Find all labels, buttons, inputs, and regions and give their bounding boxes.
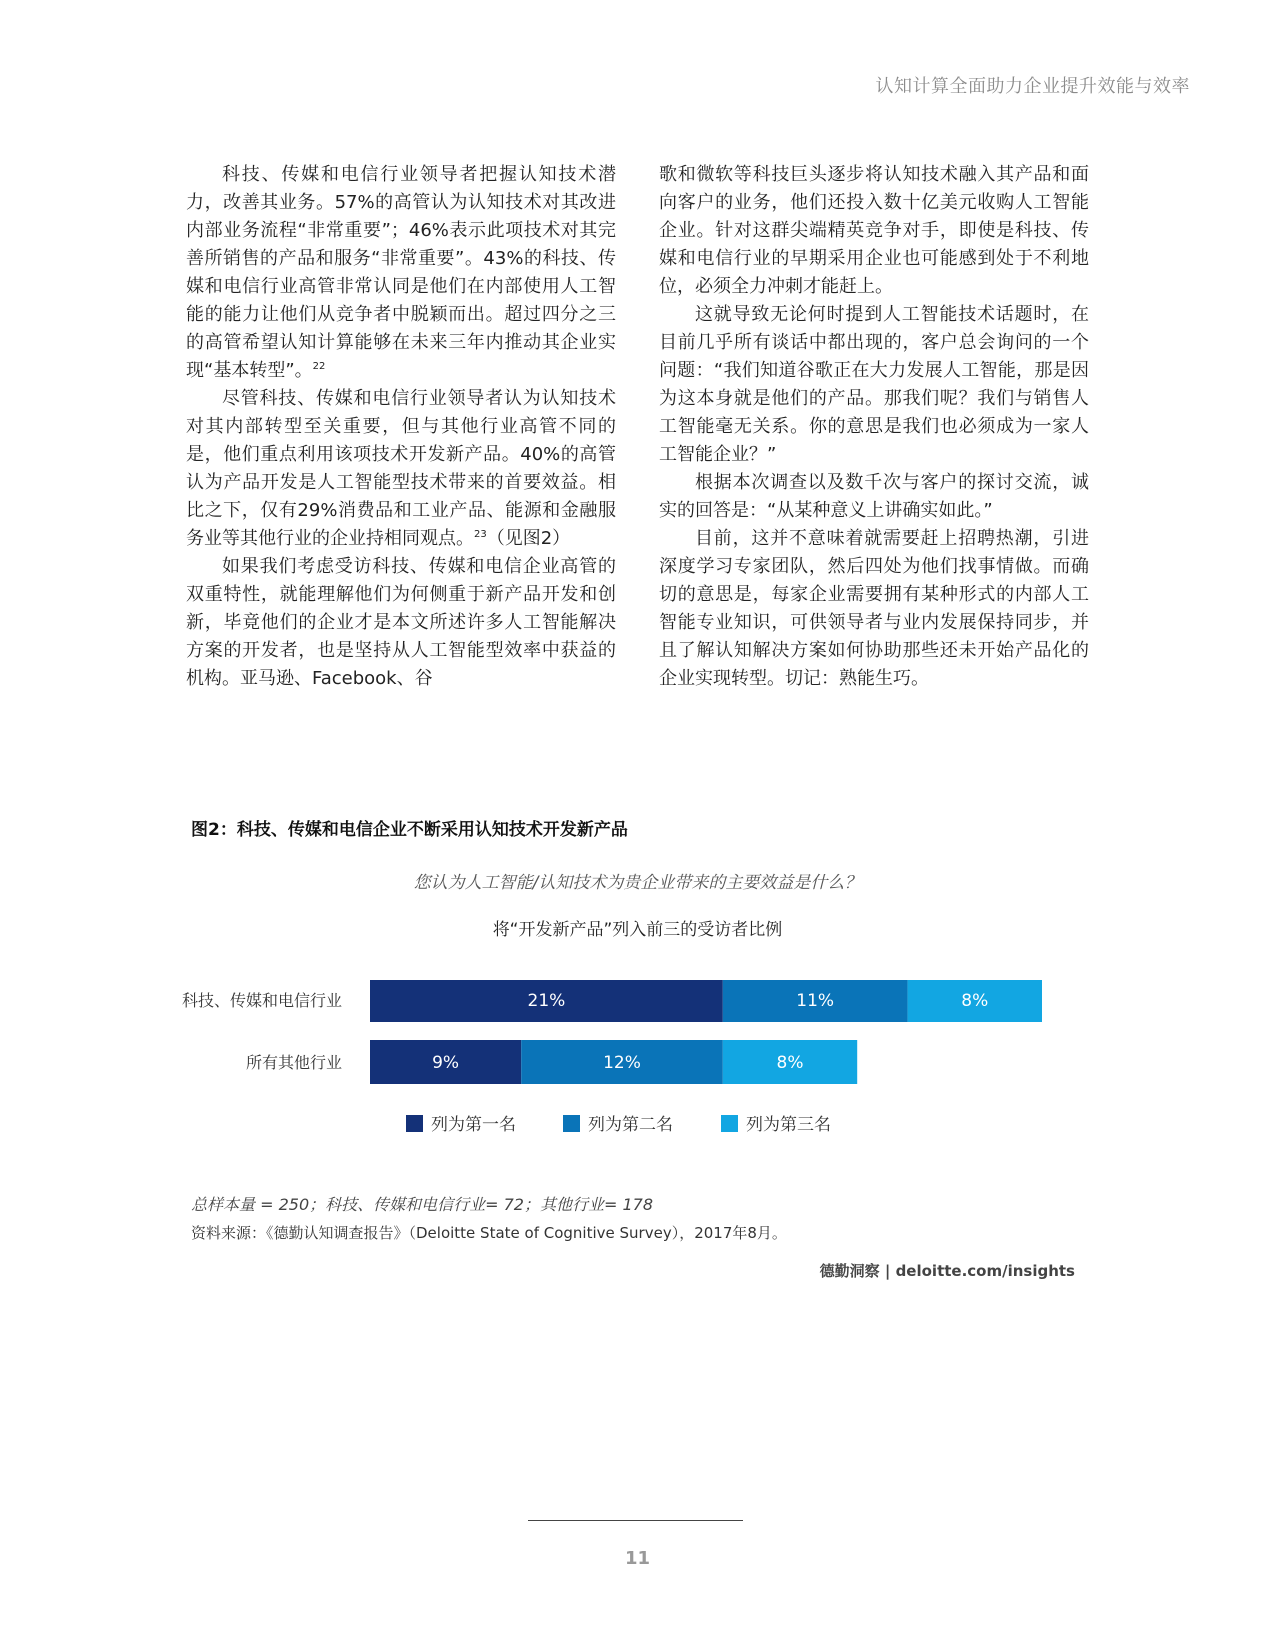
figure-subtitle: 将“开发新产品”列入前三的受访者比例 [492, 920, 783, 940]
body-column-right [659, 161, 1089, 693]
footnote-ref[interactable]: 23 [474, 529, 487, 540]
data-label: 12% [603, 1053, 641, 1073]
paragraph: 目前，这并不意味着就需要赶上招聘热潮，引进深度学习专家团队，然后四处为他们找事情做。而确切的意思是，每家企业需要拥有某种形式的内部人工智能专业知识，可供领导者与业内发展保持同步，并且了解认知解决方案如何协助那些还未开始产品化的企业实现转型。切记：熟能生巧。 [659, 528, 1089, 689]
paragraph: 歌和微软等科技巨头逐步将认知技术融入其产品和面向客户的业务，他们还投入数十亿美元收购人工智能企业。针对这群尖端精英竞争对手，即使是科技、传媒和电信行业的早期采用企业也可能感到处于不利地位，必须全力冲刺才能赶上。 [659, 164, 1089, 297]
data-label: 8% [776, 1053, 804, 1073]
legend-label: 列为第二名 [588, 1115, 673, 1135]
source-note: 资料来源：《德勤认知调查报告》（Deloitte State of Cognitive Survey），2017年8月。 [191, 1224, 787, 1242]
data-label: 11% [796, 991, 835, 1011]
data-label: 8% [961, 991, 989, 1011]
legend-swatch [563, 1115, 580, 1132]
paragraph: 尽管科技、传媒和电信行业领导者认为认知技术对其内部转型至关重要，但与其他行业高管不同的是，他们重点利用该项技术开发新产品。40%的高管认为产品开发是人工智能型技术带来的首要效益。相比之下，仅有29%消费品和工业产品、能源和金融服务业等其他行业的企业持相同观点。$^{23}$（见图2） [186, 388, 616, 549]
category-label: 科技、传媒和电信行业 [181, 991, 342, 1010]
legend-label: 列为第一名 [431, 1115, 516, 1135]
body-column-left [186, 161, 616, 693]
brand-link[interactable]: 德勤洞察 | deloitte.com/insights [819, 1262, 1075, 1280]
paragraph: 这就导致无论何时提到人工智能技术话题时，在目前几乎所有谈话中都出现的，客户总会询问的一个问题：“我们知道谷歌正在大力发展人工智能，那是因为这本身就是他们的产品。那我们呢？我们与销售人工智能毫无关系。你的意思是我们也必须成为一家人工智能企业？” [659, 304, 1089, 465]
running-header: 认知计算全面助力企业提升效能与效率 [875, 76, 1190, 97]
paragraph: 科技、传媒和电信行业领导者把握认知技术潜力，改善其业务。57%的高管认为认知技术对其改进内部业务流程“非常重要”；46%表示此项技术对其完善所销售的产品和服务“非常重要”。43%的科技、传媒和电信行业高管非常认同是他们在内部使用人工智能的能力让他们从竞争者中脱颖而出。超过四分之三的高管希望认知计算能够在未来三年内推动其企业实现“基本转型”。$^{22}$ [186, 164, 616, 381]
data-label: 9% [432, 1053, 460, 1073]
legend-label: 列为第三名 [746, 1115, 831, 1135]
sample-size-note: 总样本量 = 250；科技、传媒和电信行业= 72；其他行业= 178 [191, 1195, 654, 1214]
figure-title: 图2：科技、传媒和电信企业不断采用认知技术开发新产品 [191, 820, 628, 840]
legend-swatch [406, 1115, 423, 1132]
paragraph: 如果我们考虑受访科技、传媒和电信企业高管的双重特性，就能理解他们为何侧重于新产品开发和创新，毕竟他们的企业才是本文所述许多人工智能解决方案的开发者，也是坚持从人工智能型效率中获益的机构。亚马逊、Facebook、谷 [186, 556, 616, 689]
stacked-bar-chart [180, 980, 1080, 1200]
page-rule [528, 1520, 743, 1521]
paragraph: 根据本次调查以及数千次与客户的探讨交流，诚实的回答是：“从某种意义上讲确实如此。” [659, 472, 1089, 521]
figure-question: 您认为人工智能/认知技术为贵企业带来的主要效益是什么？ [413, 873, 862, 893]
legend-swatch [721, 1115, 738, 1132]
footnote-ref[interactable]: 22 [312, 361, 326, 372]
category-label: 所有其他行业 [245, 1053, 342, 1072]
page-number: 11 [624, 1548, 651, 1569]
data-label: 21% [527, 991, 566, 1011]
